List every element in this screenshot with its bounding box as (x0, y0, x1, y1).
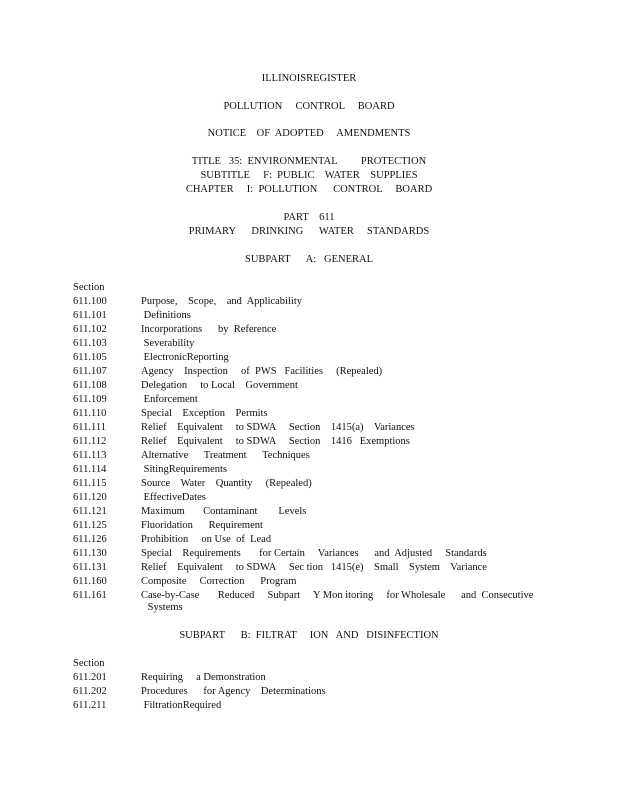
section-title: Composite Correction Program (141, 576, 297, 587)
section-title: Source Water Quantity (Repealed) (141, 478, 312, 489)
section-title: Alternative Treatment Techniques (141, 450, 310, 461)
section-number: 611.130 (73, 548, 107, 559)
subpart-b-heading: SUBPART B: FILTRAT ION AND DISINFECTION (179, 630, 439, 641)
section-title: Relief Equivalent to SDWA Sec tion 1415(e) Small System Variance (141, 562, 487, 573)
section-number: 611.111 (73, 422, 106, 433)
section-number: 611.211 (73, 700, 107, 711)
section-title: FiltrationRequired (141, 700, 222, 711)
section-number: 611.131 (73, 562, 107, 573)
section-title: Case-by-Case Reduced Subpart Y Mon itoring for Wholesale and Consecutive (141, 590, 534, 601)
chapter-line: CHAPTER I: POLLUTION CONTROL BOARD (185, 184, 433, 195)
title-line: TITLE 35: ENVIRONMENTAL PROTECTION (191, 156, 427, 167)
notice-heading: NOTICE OF ADOPTED AMENDMENTS (207, 128, 411, 139)
section-title: Relief Equivalent to SDWA Section 1416 Exemptions (141, 436, 410, 447)
section-label: Section (73, 658, 105, 669)
section-number: 611.114 (73, 464, 107, 475)
section-number: 611.126 (73, 534, 107, 545)
section-title: Purpose, Scope, and Applicability (141, 296, 302, 307)
section-title: Fluoridation Requirement (141, 520, 263, 531)
subtitle-line: SUBTITLE F: PUBLIC WATER SUPPLIES (200, 170, 418, 181)
section-number: 611.160 (73, 576, 107, 587)
section-title: Relief Equivalent to SDWA Section 1415(a) Variances (141, 422, 415, 433)
section-number: 611.103 (73, 338, 107, 349)
section-title: Delegation to Local Government (141, 380, 298, 391)
section-number: 611.120 (73, 492, 107, 503)
section-title: SitingRequirements (141, 464, 228, 475)
section-number: 611.201 (73, 672, 107, 683)
section-label: Section (73, 282, 105, 293)
section-title: EffectiveDates (141, 492, 206, 503)
section-number: 611.107 (73, 366, 107, 377)
board-name: POLLUTION CONTROL BOARD (223, 101, 395, 112)
section-number: 611.101 (73, 310, 107, 321)
section-title: Severability (141, 338, 195, 349)
section-title: Special Exception Permits (141, 408, 268, 419)
section-title: Incorporations by Reference (141, 324, 277, 335)
subpart-a-heading: SUBPART A: GENERAL (244, 254, 374, 265)
section-title: Agency Inspection of PWS Facilities (Repealed) (141, 366, 383, 377)
section-number: 611.109 (73, 394, 107, 405)
section-number: 611.112 (73, 436, 107, 447)
section-title: Prohibition on Use of Lead (141, 534, 272, 545)
section-number: 611.108 (73, 380, 107, 391)
section-number: 611.110 (73, 408, 107, 419)
section-number: 611.100 (73, 296, 107, 307)
section-number: 611.202 (73, 686, 107, 697)
section-title: Special Requirements for Certain Variances and Adjusted Standards (141, 548, 487, 559)
section-title: Requiring a Demonstration (141, 672, 266, 683)
register-header: ILLINOISREGISTER (261, 73, 357, 84)
section-title: Enforcement (141, 394, 198, 405)
section-title: ElectronicReporting (141, 352, 229, 363)
section-title: Maximum Contaminant Levels (141, 506, 307, 517)
part-number: PART 611 (283, 212, 335, 223)
section-number: 611.125 (73, 520, 107, 531)
section-number: 611.105 (73, 352, 107, 363)
section-number: 611.102 (73, 324, 107, 335)
section-title: Procedures for Agency Determinations (141, 686, 326, 697)
section-title-continuation: Systems (145, 602, 183, 613)
section-title: Definitions (141, 310, 191, 321)
section-number: 611.115 (73, 478, 107, 489)
part-name: PRIMARY DRINKING WATER STANDARDS (188, 226, 430, 237)
section-number: 611.113 (73, 450, 107, 461)
section-number: 611.121 (73, 506, 107, 517)
section-number: 611.161 (73, 590, 107, 601)
